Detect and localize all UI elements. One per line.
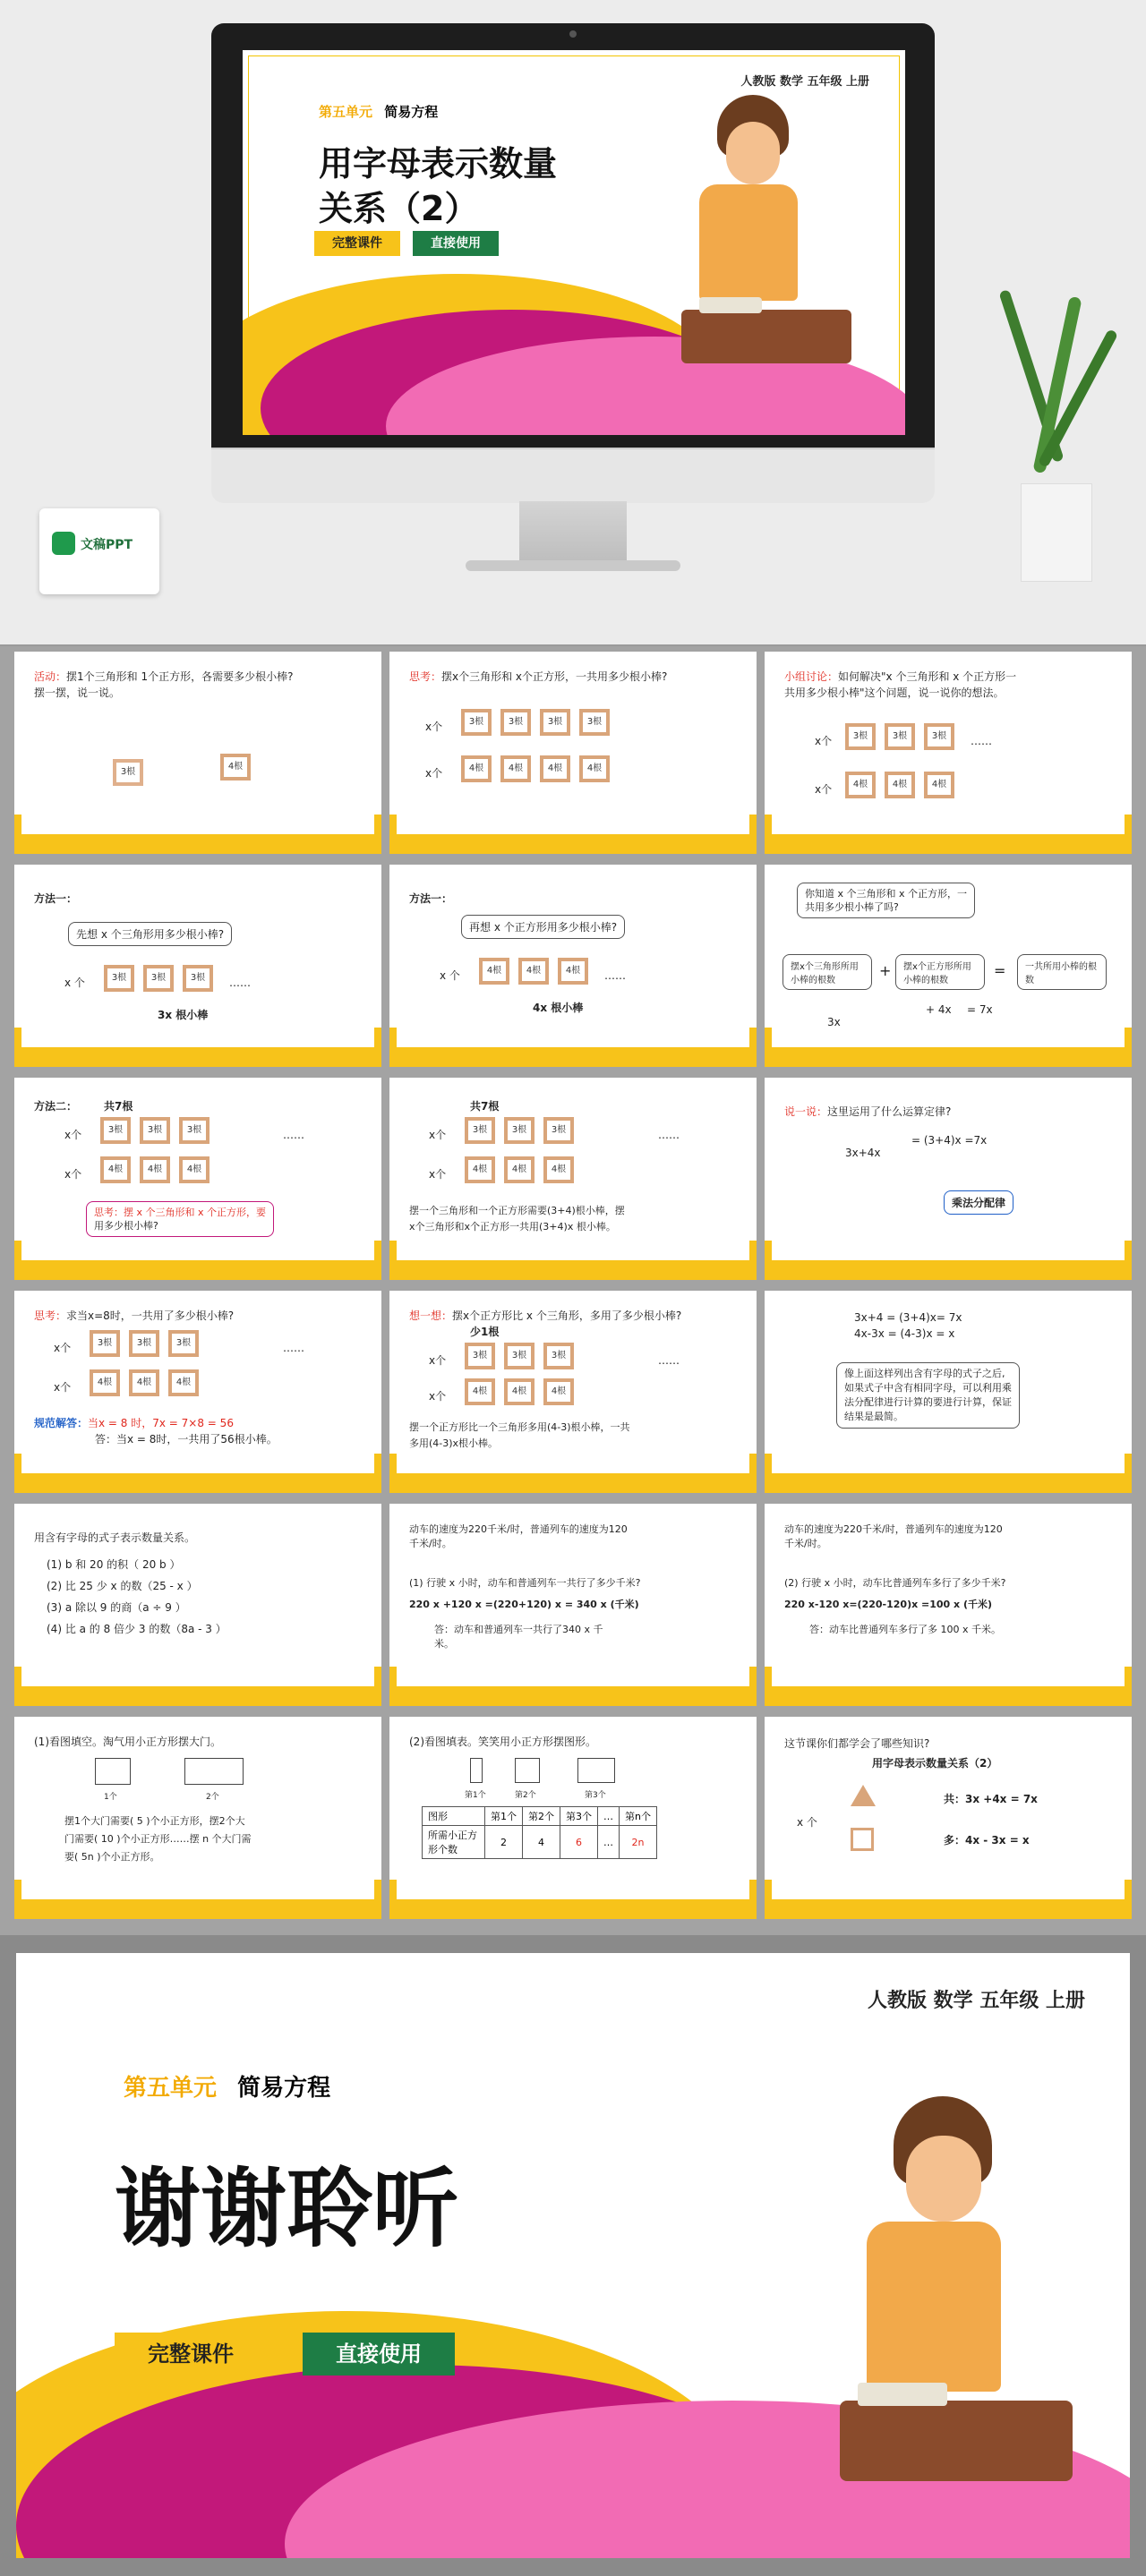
answer-line: 要( 5n )个小正方形。 [64, 1851, 160, 1863]
slide-label: 方法一： [34, 892, 78, 905]
slide-18 [765, 1717, 1132, 1919]
square-sticks: 4根 [540, 755, 570, 782]
formula-part: = 7x [967, 1003, 993, 1016]
row-label: x个 [425, 767, 443, 780]
logo-icon [52, 532, 75, 555]
concept-box: 摆x个正方形所用小棒的根数 [895, 954, 985, 990]
answer-text: 米。 [434, 1638, 454, 1650]
slide-text: 这里运用了什么运算定律? [827, 1105, 952, 1118]
slide-label: 思考： [409, 670, 442, 683]
monitor-chin [211, 448, 935, 503]
formula-part: + 4x [926, 1003, 952, 1016]
edition-label: 人教版 数学 五年级 上册 [868, 1990, 1085, 2012]
logo-text: 文稿PPT [81, 538, 133, 552]
row-label: x个 [54, 1342, 72, 1354]
note-line: 法分配律进行计算的要进行计算，保证 [844, 1396, 1012, 1408]
summary-title: 这节课你们都学会了哪些知识? [784, 1737, 930, 1750]
badge-complete: 完整课件 [115, 2333, 267, 2376]
table-cell: 2n [620, 1826, 657, 1859]
solution-text: 当x = 8 时，7x = 7×8 = 56 [88, 1417, 234, 1429]
triangle-sticks: 3根 [579, 709, 610, 736]
slide-7 [14, 1078, 381, 1280]
square-sticks: 4根 [129, 1369, 159, 1396]
formula-text: 220 x +120 x =(220+120) x = 340 x (千米) [409, 1599, 639, 1610]
row-label: x 个 [440, 969, 460, 982]
summary-formula: 共：3x +4x = 7x [944, 1793, 1038, 1805]
answer-text: 答：动车比普通列车多行了多 100 x 千米。 [809, 1624, 1001, 1635]
row-label: x个 [64, 1168, 82, 1181]
monitor-stand [519, 501, 627, 566]
monitor-screen [243, 50, 905, 435]
square-sticks: 4根 [518, 958, 549, 985]
square-sticks: 4根 [479, 958, 509, 985]
slide-11 [389, 1291, 757, 1493]
dots: …… [971, 735, 992, 747]
solution-label: 规范解答： [34, 1417, 89, 1429]
square-sticks: 4根 [465, 1156, 495, 1183]
slide-text: 如何解决"x 个三角形和 x 个正方形一 [838, 670, 1017, 683]
total-label: 共7根 [104, 1100, 133, 1113]
problem-text: 千米/时。 [784, 1538, 827, 1549]
explanation-text: x个三角形和x个正方形一共用(3+4)x 根小棒。 [409, 1221, 616, 1233]
slide-6 [765, 865, 1132, 1067]
square-sticks: 4根 [140, 1156, 170, 1183]
triangle-icon [851, 1785, 876, 1806]
row-label: x个 [429, 1390, 447, 1403]
square-sticks: 4根 [465, 1378, 495, 1405]
triangle-sticks: 3根 [461, 709, 492, 736]
row-label: x个 [64, 1129, 82, 1141]
triangle-sticks: 3根 [465, 1343, 495, 1369]
slide-text: 摆一摆，说一说。 [34, 687, 121, 699]
formula-text: = (3+4)x =7x [911, 1134, 988, 1147]
unit-name: 简易方程 [384, 104, 439, 120]
triangle-sticks: 3根 [500, 709, 531, 736]
slide-15 [765, 1504, 1132, 1706]
summary-subtitle: 用字母表示数量关系（2） [872, 1757, 998, 1770]
formula-text: 3x+4 = (3+4)x= 7x [854, 1311, 962, 1324]
plus-sign: + [879, 962, 892, 979]
slide-label: 方法二： [34, 1100, 78, 1113]
camera-dot [569, 30, 577, 38]
explanation-text: 多用(4-3)x根小棒。 [409, 1437, 499, 1449]
table-row-label: 所需小正方形个数 [423, 1826, 485, 1859]
dots: …… [604, 969, 626, 982]
title-line1: 用字母表示数量 [319, 144, 558, 183]
hero-mockup [0, 0, 1146, 644]
square-sticks: 4根 [504, 1156, 535, 1183]
exercise-title: 用含有字母的式子表示数量关系。 [34, 1531, 196, 1544]
shape-figure [577, 1758, 615, 1783]
dots: …… [658, 1129, 680, 1141]
triangle-sticks: 3根 [113, 759, 143, 786]
triangle-sticks: 3根 [543, 1343, 574, 1369]
formula-part: 3x [827, 1016, 841, 1028]
slide-text: 摆x个三角形和 x个正方形，一共用多少根小棒? [441, 670, 668, 683]
slide-13 [14, 1504, 381, 1706]
square-sticks: 4根 [461, 755, 492, 782]
formula-text: 4x-3x = (4-3)x = x [854, 1327, 955, 1340]
figure-caption: 第2个 [515, 1791, 536, 1800]
triangle-sticks: 3根 [179, 1117, 210, 1144]
dots: …… [283, 1342, 304, 1354]
slide-label: 思考： [34, 1309, 67, 1322]
explanation-text: 摆一个三角形和一个正方形需要(3+4)根小棒，摆 [409, 1205, 625, 1216]
exercise-title: (2)看图填表。笑笑用小正方形摆图形。 [409, 1736, 596, 1748]
answer-box: 乘法分配律 [944, 1190, 1013, 1215]
triangle-sticks: 3根 [504, 1117, 535, 1144]
triangle-sticks: 3根 [143, 965, 174, 992]
answer-line: 门需要( 10 )个小正方形……摆 n 个大门需 [64, 1833, 252, 1845]
plant-illustration [994, 286, 1119, 582]
edition-label: 人教版 数学 五年级 上册 [740, 75, 869, 89]
slide-3 [765, 652, 1132, 854]
table-header: 图形 [423, 1807, 485, 1826]
slide-2 [389, 652, 757, 854]
closing-inner [16, 1953, 1130, 2558]
slide-8 [389, 1078, 757, 1280]
question-text: (2) 行驶 x 小时，动车比普通列车多行了多少千米? [784, 1577, 1006, 1589]
triangle-sticks: 3根 [543, 1117, 574, 1144]
think-text: 用多少根小棒? [94, 1220, 158, 1232]
square-sticks: 4根 [543, 1156, 574, 1183]
summary-formula: 多：4x - 3x = x [944, 1834, 1030, 1847]
speech-bubble: 先想 x 个三角形用多少根小棒? [68, 922, 232, 946]
exercise-item: (2) 比 25 少 x 的数（25 - x ） [47, 1580, 198, 1592]
unit-label: 第五单元 [319, 104, 373, 120]
formula-text: 220 x-120 x=(220-120)x =100 x (千米) [784, 1599, 993, 1610]
speech-bubble: 再想 x 个正方形用多少根小棒? [461, 915, 625, 939]
result-text: 4x 根小棒 [533, 1002, 584, 1014]
exercise-item: (1) b 和 20 的积（ 20 b ） [47, 1558, 181, 1571]
table-header: 第2个 [523, 1807, 560, 1826]
slide-9 [765, 1078, 1132, 1280]
square-sticks: 4根 [220, 754, 251, 780]
figure-caption: 1个 [104, 1793, 117, 1802]
problem-text: 千米/时。 [409, 1538, 452, 1549]
result-text: 3x 根小棒 [158, 1009, 209, 1021]
answer-text: 答：动车和普通列车一共行了340 x 千 [434, 1624, 603, 1635]
table-header: 第3个 [560, 1807, 598, 1826]
slide-5 [389, 865, 757, 1067]
exercise-title: (1)看图填空。淘气用小正方形摆大门。 [34, 1736, 221, 1748]
calendar-logo [39, 508, 159, 594]
dots: …… [658, 1354, 680, 1367]
equals-sign: = [994, 962, 1006, 979]
triangle-sticks: 3根 [465, 1117, 495, 1144]
title-line2: 关系（2） [319, 189, 479, 228]
square-sticks: 4根 [90, 1369, 120, 1396]
shape-figure [470, 1758, 483, 1783]
unit-label: 第五单元 [124, 2075, 218, 2102]
triangle-sticks: 3根 [100, 1117, 131, 1144]
slide-12 [765, 1291, 1132, 1493]
dots: …… [229, 977, 251, 989]
triangle-sticks: 3根 [140, 1117, 170, 1144]
triangle-sticks: 3根 [504, 1343, 535, 1369]
slide-16 [14, 1717, 381, 1919]
badge-direct: 直接使用 [413, 231, 499, 256]
table-cell: 2 [485, 1826, 523, 1859]
square-sticks: 4根 [845, 772, 876, 798]
square-sticks: 4根 [924, 772, 954, 798]
square-sticks: 4根 [179, 1156, 210, 1183]
concept-box: 摆x个三角形所用小棒的根数 [783, 954, 872, 990]
answer-line: 摆1个大门需要( 5 )个小正方形，摆2个大 [64, 1815, 245, 1827]
problem-text: 动车的速度为220千米/时，普通列车的速度为120 [409, 1523, 628, 1535]
figure-caption: 第1个 [465, 1791, 486, 1800]
triangle-sticks: 3根 [845, 723, 876, 750]
difference-label: 少1根 [470, 1326, 500, 1338]
slide-text: 摆x个正方形比 x 个三角形，多用了多少根小棒? [452, 1309, 682, 1322]
problem-text: 动车的速度为220千米/时，普通列车的速度为120 [784, 1523, 1003, 1535]
bubble-line: 你知道 x 个三角形和 x 个正方形，一 [805, 888, 968, 900]
table-header: 第1个 [485, 1807, 523, 1826]
slide-text: 共用多少根小棒"这个问题，说一说你的想法。 [784, 687, 1005, 699]
row-label: x个 [429, 1354, 447, 1367]
square-sticks: 4根 [558, 958, 588, 985]
slide-label: 小组讨论： [784, 670, 839, 683]
unit-name: 简易方程 [237, 2075, 331, 2102]
question-text: (1) 行驶 x 小时，动车和普通列车一共行了多少千米? [409, 1577, 641, 1589]
slide-10 [14, 1291, 381, 1493]
square-sticks: 4根 [543, 1378, 574, 1405]
table-header: 第n个 [620, 1807, 657, 1826]
square-sticks: 4根 [168, 1369, 199, 1396]
exercise-item: (3) a 除以 9 的商（a ÷ 9 ） [47, 1601, 186, 1614]
figure-caption: 2个 [206, 1793, 219, 1802]
slides-grid [0, 646, 1146, 1935]
thanks-title: 谢谢聆听 [115, 2159, 458, 2259]
slide-label: 说一说： [784, 1105, 828, 1118]
formula-text: 3x+4x [845, 1147, 881, 1159]
slide-label: 想一想： [409, 1309, 453, 1322]
slide-label: 活动： [34, 670, 67, 683]
concept-box: 一共所用小棒的根数 [1017, 954, 1107, 990]
triangle-sticks: 3根 [129, 1330, 159, 1357]
slide-14 [389, 1504, 757, 1706]
table-cell: … [598, 1826, 620, 1859]
badge-complete: 完整课件 [314, 231, 400, 256]
bubble-line: 共用多少根小棒了吗? [805, 901, 899, 913]
triangle-sticks: 3根 [168, 1330, 199, 1357]
row-label: x个 [815, 735, 833, 747]
door-figure [95, 1758, 131, 1785]
slide-label: 方法一： [409, 892, 453, 905]
slide-text: 摆1个三角形和 1个正方形，各需要多少根小棒? [66, 670, 294, 683]
table-cell: 4 [523, 1826, 560, 1859]
slide-text: 求当x=8时，一共用了多少根小棒? [66, 1309, 235, 1322]
table-header: … [598, 1807, 620, 1826]
triangle-sticks: 3根 [90, 1330, 120, 1357]
shape-figure [515, 1758, 540, 1783]
table-cell: 6 [560, 1826, 598, 1859]
triangle-sticks: 3根 [540, 709, 570, 736]
note-line: 结果是最简。 [844, 1411, 903, 1422]
row-label: x个 [429, 1129, 447, 1141]
triangle-sticks: 3根 [183, 965, 213, 992]
note-line: 如果式子中含有相同字母，可以利用乘 [844, 1382, 1012, 1394]
row-label: x个 [815, 783, 833, 796]
total-label: 共7根 [470, 1100, 500, 1113]
square-sticks: 4根 [500, 755, 531, 782]
square-sticks: 4根 [579, 755, 610, 782]
dots: …… [283, 1129, 304, 1141]
row-label: x 个 [64, 977, 85, 989]
closing-slide [0, 1935, 1146, 2576]
solution-answer: 答：当x = 8时，一共用了56根小棒。 [95, 1433, 278, 1446]
explanation-text: 摆一个正方形比一个三角形多用(4-3)根小棒，一共 [409, 1421, 630, 1433]
row-label: x个 [425, 721, 443, 733]
student-illustration [822, 2087, 1108, 2553]
square-sticks: 4根 [100, 1156, 131, 1183]
monitor-base [466, 560, 680, 571]
triangle-sticks: 3根 [924, 723, 954, 750]
slide-17 [389, 1717, 757, 1919]
door-figure [184, 1758, 244, 1785]
row-label: x个 [54, 1381, 72, 1394]
note-line: 像上面这样列出含有字母的式子之后, [844, 1368, 1005, 1379]
slide-1 [14, 652, 381, 854]
square-sticks: 4根 [504, 1378, 535, 1405]
badge-direct: 直接使用 [303, 2333, 455, 2376]
square-sticks: 4根 [885, 772, 915, 798]
student-illustration [663, 86, 887, 426]
triangle-sticks: 3根 [885, 723, 915, 750]
row-label: x个 [429, 1168, 447, 1181]
think-text: 思考：摆 x 个三角形和 x 个正方形，要 [94, 1207, 267, 1218]
slide-4 [14, 865, 381, 1067]
figure-caption: 第3个 [585, 1791, 606, 1800]
data-table [422, 1806, 657, 1859]
exercise-item: (4) 比 a 的 8 倍少 3 的数（8a - 3 ） [47, 1623, 227, 1635]
triangle-sticks: 3根 [104, 965, 134, 992]
square-icon [851, 1828, 874, 1851]
summary-x-label: x 个 [797, 1816, 817, 1829]
